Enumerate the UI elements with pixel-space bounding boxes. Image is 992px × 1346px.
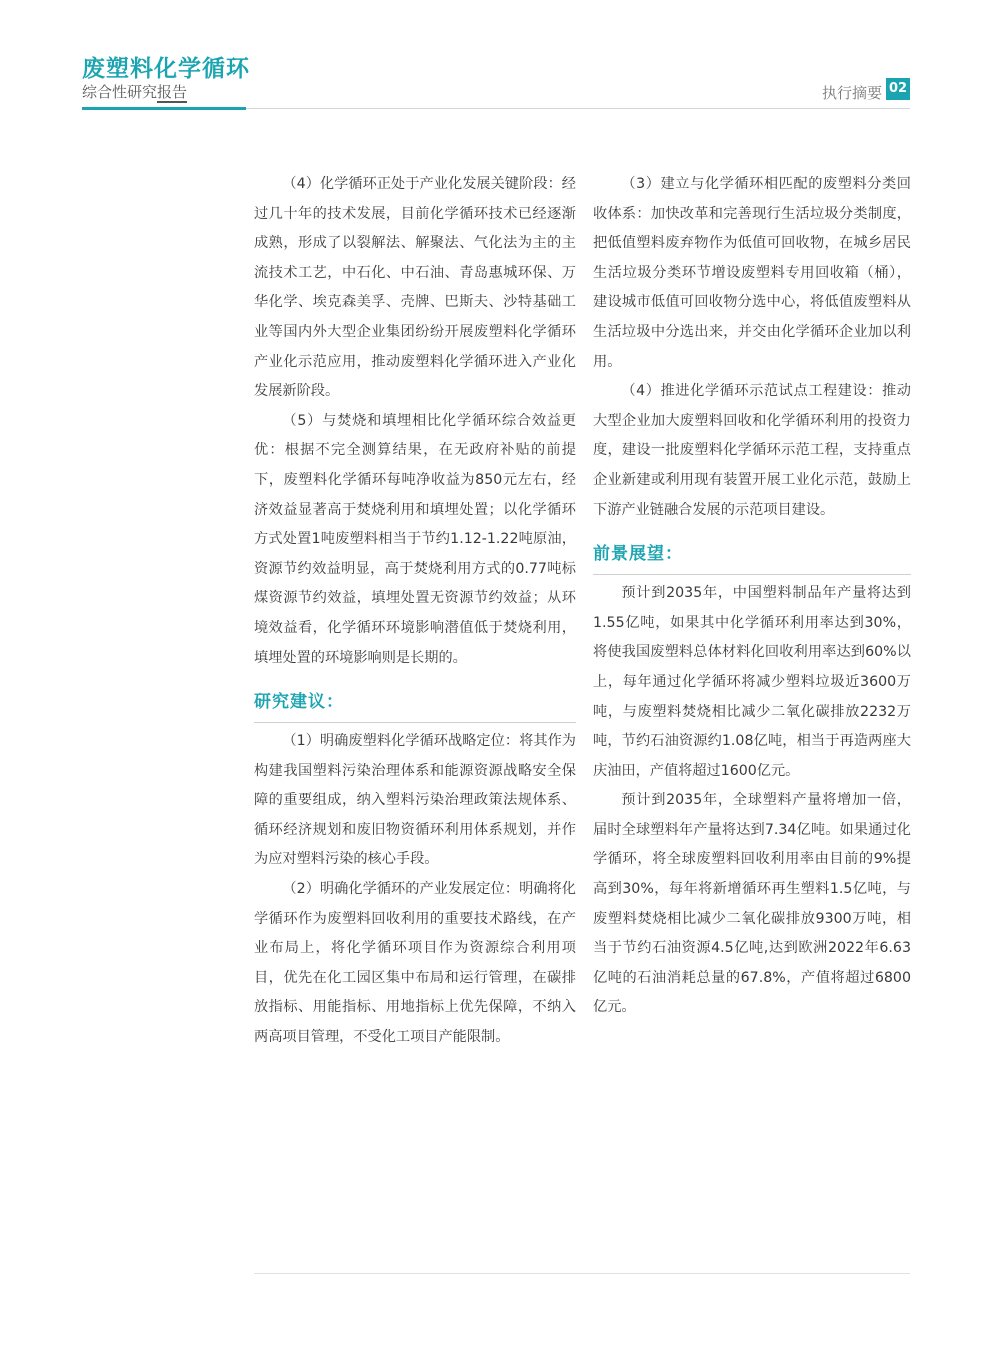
heading-research-recommendations: 研究建议： [254, 689, 576, 723]
paragraph-finding-4: （4）化学循环正处于产业化发展关键阶段：经过几十年的技术发展，目前化学循环技术已经逐渐成熟，形成了以裂解法、解聚法、气化法为主的主流技术工艺，中石化、中石油、青岛惠城环保、万华化学、埃克森美孚、壳牌、巴斯夫、沙特基础工业等国内外大型企业集团纷纷开展废塑料化学循环产业化示范应用，推动废塑料化学循环进入产业化发展新阶段。 [254, 176, 576, 400]
paragraph-recommendation-1: （1）明确废塑料化学循环战略定位：将其作为构建我国塑料污染治理体系和能源资源战略安全保障的重要组成，纳入塑料污染治理政策法规体系、循环经济规划和废旧物资循环利用体系规划，并作为应对塑料污染的核心手段。 [254, 733, 576, 868]
brand-accent-bar [82, 107, 246, 110]
paragraph-recommendation-2: （2）明确化学循环的产业发展定位：明确将化学循环作为废塑料回收利用的重要技术路线，在产业布局上，将化学循环项目作为资源综合利用项目，优先在化工园区集中布局和运行管理，在碳排放指标、用能指标、用地指标上优先保障，不纳入两高项目管理，不受化工项目产能限制。 [254, 881, 576, 1046]
section-label: 执行摘要 [821, 84, 882, 102]
paragraph-outlook-global: 预计到2035年，全球塑料产量将增加一倍，届时全球塑料年产量将达到7.34亿吨。如果通过化学循环，将全球废塑料回收利用率由目前的9%提高到30%，每年将新增循环再生塑料1.5亿吨，与废塑料焚烧相比减少二氧化碳排放9300万吨，相当于节约石油资源4.5亿吨,达到欧洲2022年6.63亿吨的石油消耗总量的67.8%，产值将超过6800亿元。 [593, 792, 911, 1016]
brand-title: 废塑料化学循环 [82, 56, 250, 82]
paragraph-outlook-china: 预计到2035年，中国塑料制品年产量将达到1.55亿吨，如果其中化学循环利用率达到30%，将使我国废塑料总体材料化回收利用率达到60%以上，每年通过化学循环将减少塑料垃圾近3600万吨，与废塑料焚烧相比减少二氧化碳排放2232万吨，节约石油资源约1.08亿吨，相当于再造两座大庆油田，产值将超过1600亿元。 [593, 585, 911, 779]
right-column [593, 170, 911, 1023]
footer-divider [254, 1273, 910, 1274]
header-divider [246, 108, 910, 109]
paragraph-recommendation-3: （3）建立与化学循环相匹配的废塑料分类回收体系：加快改革和完善现行生活垃圾分类制度，把低值塑料废弃物作为低值可回收物，在城乡居民生活垃圾分类环节增设废塑料专用回收箱（桶），建设城市低值可回收物分选中心，将低值废塑料从生活垃圾中分选出来，并交由化学循环企业加以利用。 [593, 176, 911, 370]
heading-outlook: 前景展望： [593, 541, 911, 575]
brand-block [82, 56, 250, 101]
paragraph-finding-5: （5）与焚烧和填埋相比化学循环综合效益更优：根据不完全测算结果，在无政府补贴的前提下，废塑料化学循环每吨净收益为850元左右，经济效益显著高于焚烧利用和填埋处置；以化学循环方式处置1吨废塑料相当于节约1.12-1.22吨原油，资源节约效益明显，高于焚烧利用方式的0.77吨标煤资源节约效益，填埋处置无资源节约效益；从环境效益看，化学循环环境影响潜值低于焚烧利用，填埋处置的环境影响则是长期的。 [254, 412, 576, 666]
brand-subtitle [82, 83, 250, 101]
brand-subtitle-underlined: 报告 [157, 83, 188, 101]
page-number-badge: 02 [886, 78, 910, 100]
paragraph-recommendation-4: （4）推进化学循环示范试点工程建设：推动大型企业加大废塑料回收和化学循环利用的投资力度，建设一批废塑料化学循环示范工程，支持重点企业新建或利用现有装置开展工业化示范，鼓励上下游产业链融合发展的示范项目建设。 [593, 383, 911, 518]
left-column [254, 170, 576, 1053]
brand-subtitle-plain: 综合性研究 [82, 83, 158, 101]
